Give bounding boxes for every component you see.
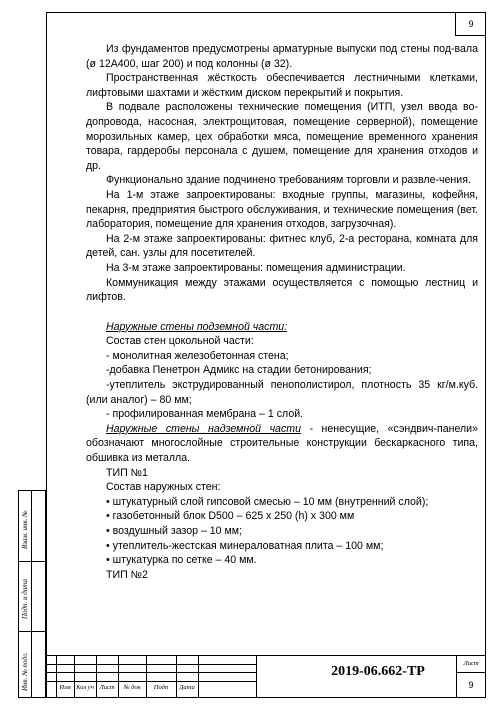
column-label: № док (123, 684, 141, 691)
paragraph: • воздушный зазор – 10 мм; (106, 525, 243, 537)
paragraph: На 2-м этаже запроектированы: фитнес клуб, 2-а ресторана, комната для детей, сан. узлы для посетителей. (86, 232, 478, 260)
page-number-box: 9 (455, 12, 486, 36)
document-body (86, 42, 478, 582)
type2-label: ТИП №2 (106, 568, 148, 581)
paragraph: -утеплитель экструдированный пенополистирол, плотность 35 кг/м.куб. (или аналог) – 80 мм; (86, 379, 478, 406)
walls-above-heading: Наружные стены надземной части (106, 422, 301, 435)
walls-underground-heading-line (86, 320, 478, 335)
paragraph: • штукатурка по сетке – 40 мм. (106, 554, 257, 567)
paragraph: Состав стен цокольной части: (106, 335, 254, 348)
document-code: 2019-06.662-ТР (331, 664, 425, 679)
column-label: Дата (179, 684, 195, 691)
title-block (46, 655, 486, 698)
type1-intro: Состав наружных стен: (106, 481, 221, 494)
paragraph: Пространственная жёсткость обеспечивается лестничными клетками, лифтовыми шахтами и жёстким диском перекрытий и покрытия. (86, 72, 478, 99)
side-stamp (18, 490, 46, 698)
walls-underground-heading: Наружные стены подземной части: (106, 320, 288, 333)
paragraph: • утеплитель-жестская минераловатная плита – 100 мм; (106, 539, 384, 552)
side-stamp-label: Инв. № подл. (21, 652, 29, 691)
walls-above-paragraph (86, 422, 478, 466)
type1-label: ТИП №1 (106, 466, 148, 479)
type1-list (86, 495, 478, 568)
paragraph: • штукатурный слой гипсовой смесью – 10 мм (внутренний слой); (106, 495, 429, 508)
column-label: Подп (153, 684, 169, 691)
paragraph: Из фундаментов предусмотрены арматурные выпуски под стены под-вала (ø 12А400, шаг 200) и под колонны (ø 32). (86, 43, 478, 70)
paragraph: На 1-м этаже запроектированы: входные группы, магазины, кофейня, пекарня, предприятия быстрого обслуживания, и технические помещения (вет. лаборатория, помещение для хранения отходов, загрузочная). (86, 188, 478, 231)
column-label: Кол уч (76, 684, 94, 691)
paragraph: В подвале расположены технические помещения (ИТП, узел ввода во-допровода, насосная, электрощитовая, помещение серверной), помещение морозильных камер, цех обработки мяса, помещение временного хранения товара, гардеробы персонала с душем, помещение для хранения отходов и др. (86, 101, 478, 172)
column-label: Изм (59, 684, 71, 691)
sheet-number: 9 (468, 680, 474, 690)
intro-paragraphs (86, 42, 478, 305)
side-stamp-label: Подп. и дата (21, 579, 29, 619)
side-stamp-label: Взам. инв. № (21, 510, 29, 549)
walls-above-text: - ненесущие, «сэндвич-панели» обозначают многослойные строительные конструкции бескаркасного типа, обшивка из металла. (86, 422, 478, 465)
paragraph: • газобетонный блок D500 – 625 х 250 (h) х 300 мм (106, 510, 355, 523)
paragraph: - профилированная мембрана – 1 слой. (106, 408, 304, 421)
walls-underground-list (86, 334, 478, 422)
sheet-label: Лист (463, 660, 479, 667)
paragraph: - монолитная железобетонная стена; (106, 349, 289, 362)
paragraph: -добавка Пенетрон Адмикс на стадии бетонирования; (106, 364, 372, 377)
column-label: Лист (99, 684, 115, 691)
paragraph: На 3-м этаже запроектированы: помещения администрации. (106, 261, 406, 274)
paragraph: Функционально здание подчинено требованиям торговли и развле-чения. (106, 174, 471, 187)
paragraph: Коммуникация между этажами осуществляется с помощью лестниц и лифтов. (86, 276, 478, 304)
